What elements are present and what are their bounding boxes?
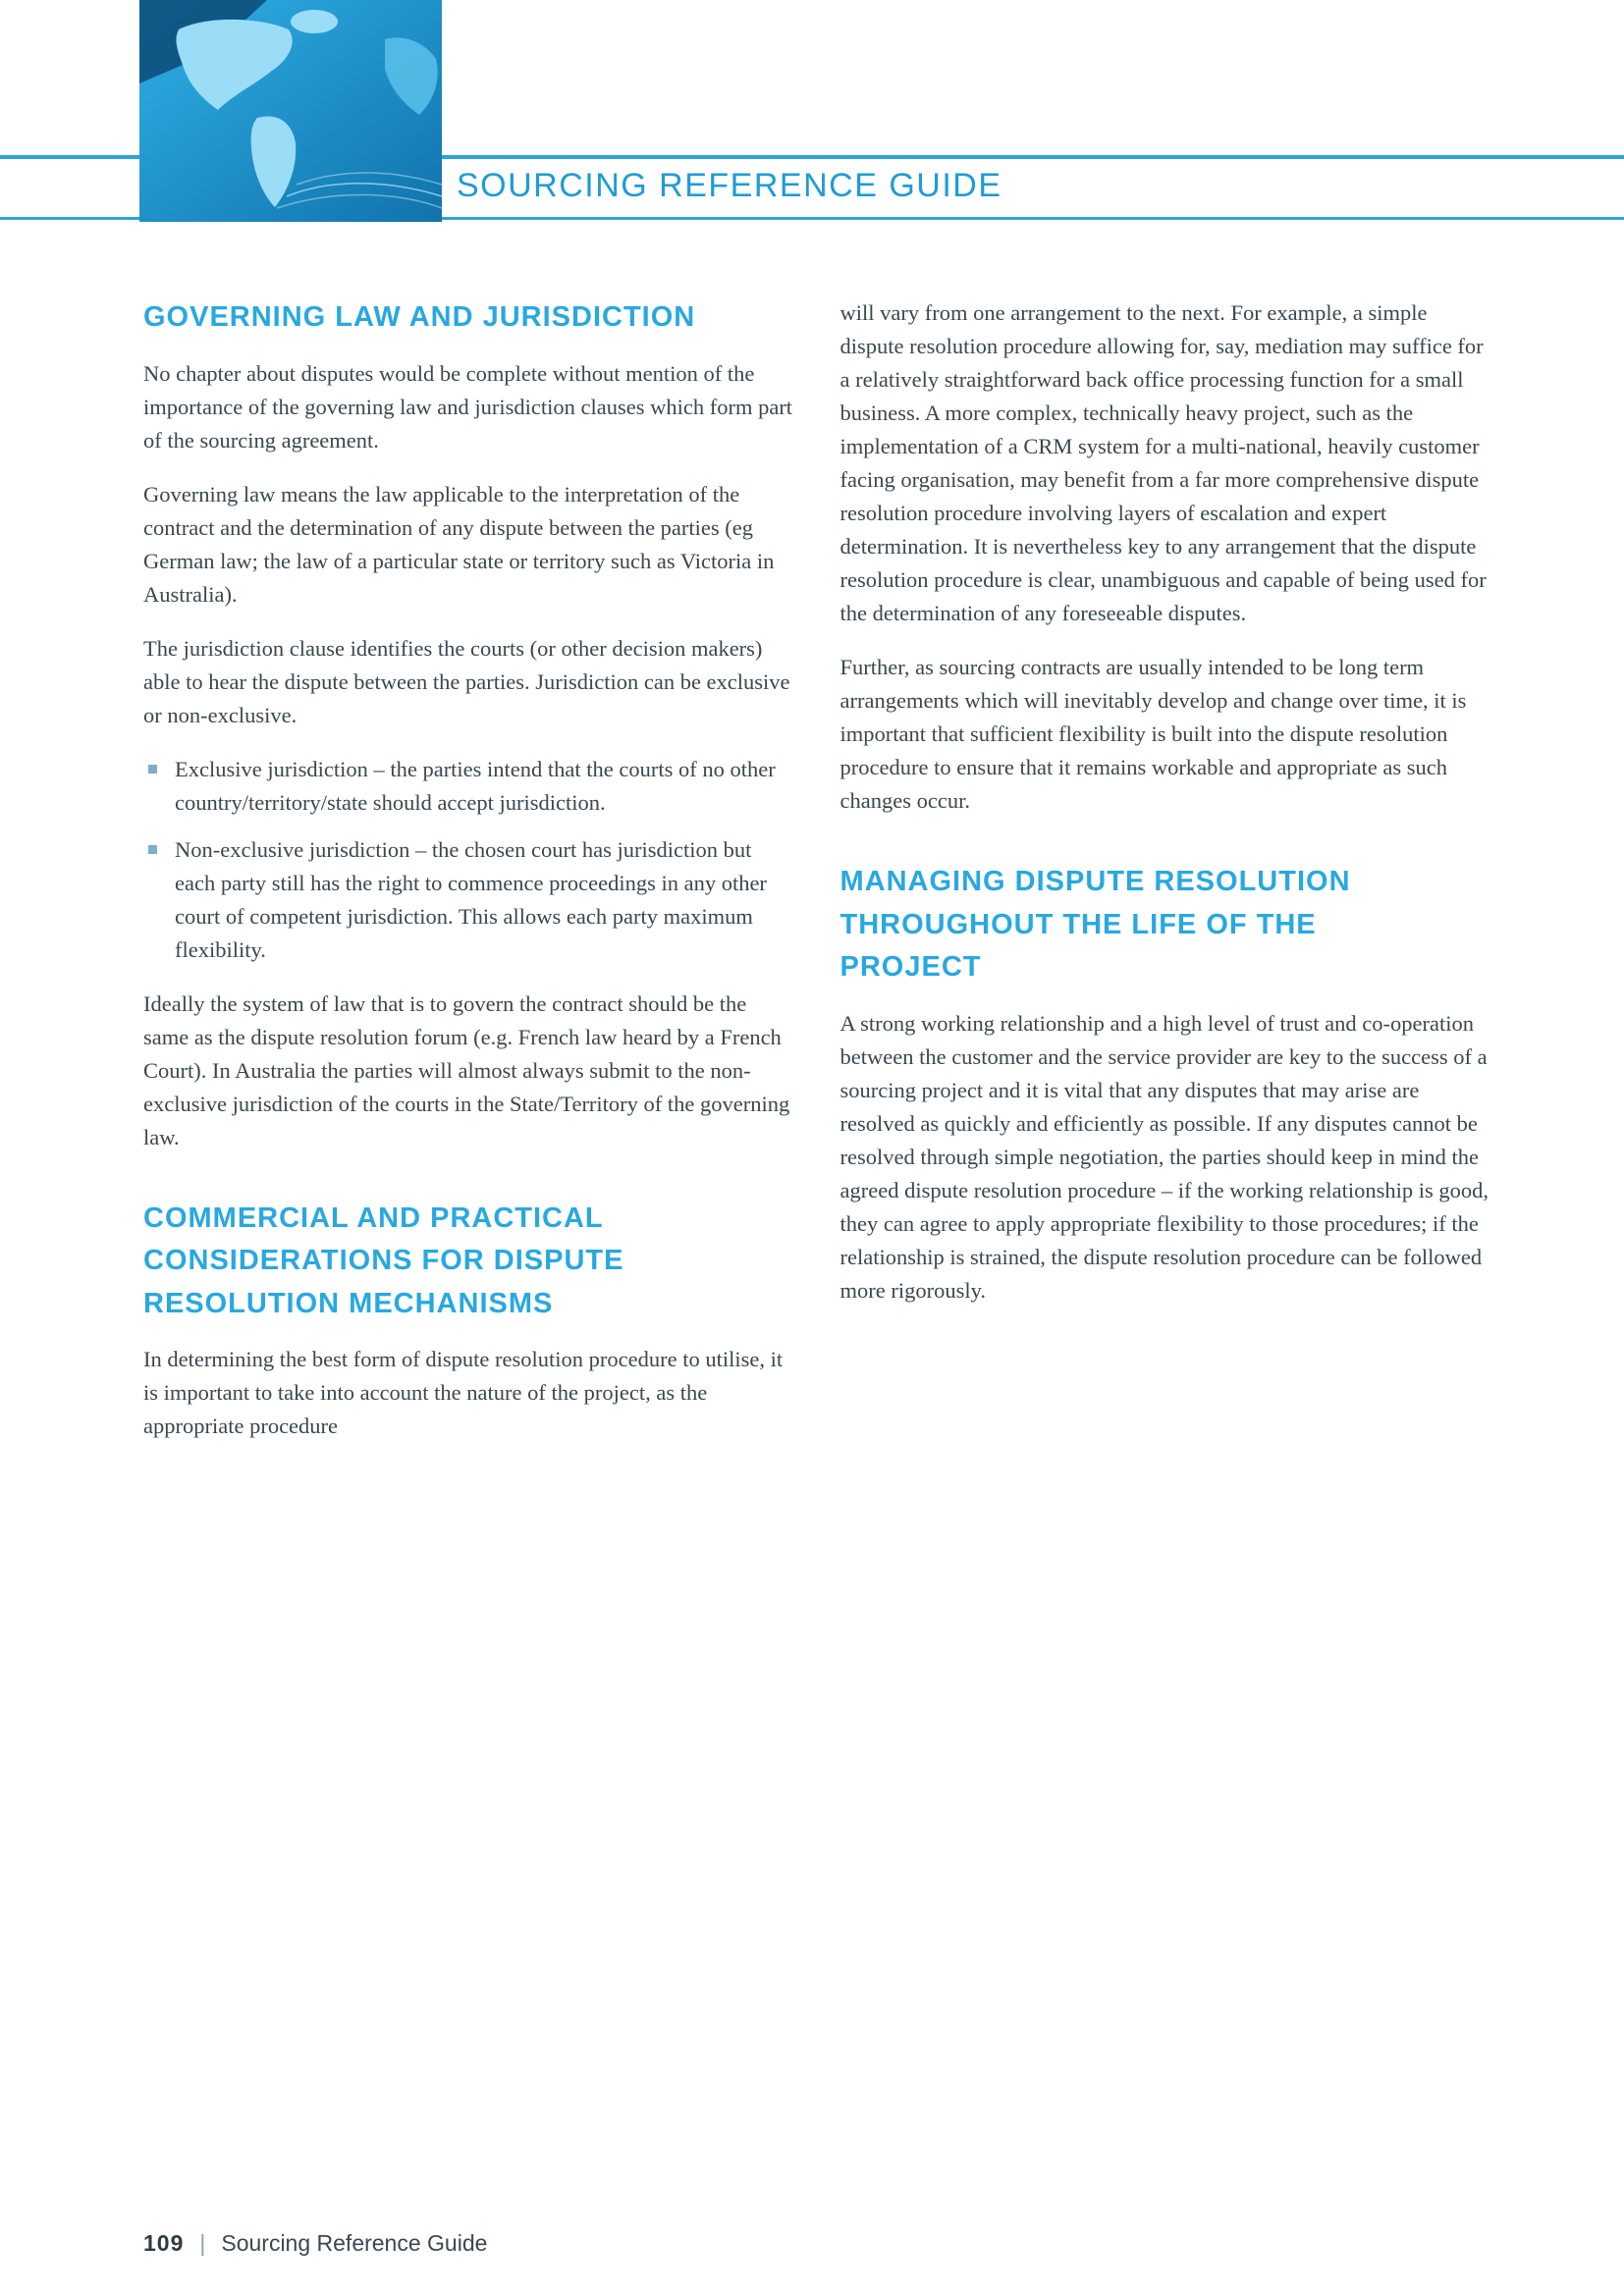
footer-divider: | (199, 2230, 206, 2256)
section-heading-commercial-considerations: COMMERCIAL AND PRACTICAL CONSIDERATIONS FOR DISPUTE RESOLUTION MECHANISMS (143, 1201, 624, 1319)
world-map-image (139, 0, 442, 222)
paragraph: No chapter about disputes would be complete without mention of the importance of the governing law and jurisdiction clauses which form part of the sourcing agreement. (143, 360, 793, 453)
document-title: SOURCING REFERENCE GUIDE (457, 167, 1002, 204)
list-item (143, 753, 795, 820)
left-column (143, 296, 795, 1464)
jurisdiction-bullet-list (143, 753, 795, 967)
footer-title: Sourcing Reference Guide (221, 2230, 488, 2256)
world-map-graphic (139, 0, 442, 222)
bullet-square-icon (148, 765, 157, 774)
section-heading-managing-dispute-resolution: MANAGING DISPUTE RESOLUTION THROUGHOUT THE LIFE OF THE PROJECT (839, 866, 1351, 983)
paragraph: A strong working relationship and a high level of trust and co-operation between the customer and the service provider are key to the success of a sourcing project and it is vital that any disputes that may arise are resolved as quickly and efficiently as possible. If any disputes cannot be resolved through simple negotiation, the parties should keep in mind the agreed dispute resolution procedure – if the working relationship is good, they can agree to apply appropriate flexibility to those procedures; if the relationship is strained, the dispute resolution procedure can be followed more rigorously. (839, 1010, 1489, 1303)
list-item (143, 833, 795, 967)
section-heading-governing-law: GOVERNING LAW AND JURISDICTION (143, 301, 696, 333)
page-number: 109 (143, 2230, 185, 2256)
paragraph: In determining the best form of dispute resolution procedure to utilise, it is important to take into account the nature of the project, as the appropriate procedure (143, 1347, 784, 1438)
paragraph: Further, as sourcing contracts are usually intended to be long term arrangements which will inevitably develop and change over time, it is important that sufficient flexibility is built into the dispute resolution procedure to ensure that it remains workable and appropriate as such changes occur. (839, 655, 1467, 813)
content-columns (143, 296, 1491, 1464)
paragraph: Ideally the system of law that is to govern the contract should be the same as the dispute resolution forum (e.g. French law heard by a French Court). In Australia the parties will almost always submit to the non-exclusive jurisdiction of the courts in the State/Territory of the governing law. (143, 990, 790, 1149)
paragraph: will vary from one arrangement to the next. For example, a simple dispute resolution procedure allowing for, say, mediation may suffice for a relatively straightforward back office processing function for a small business. A more complex, technically heavy project, such as the implementation of a CRM system for a multi-national, heavily customer facing organisation, may benefit from a far more comprehensive dispute resolution procedure involving layers of escalation and expert determination. It is nevertheless key to any arrangement that the dispute resolution procedure is clear, unambiguous and capable of being used for the determination of any foreseeable disputes. (839, 300, 1487, 625)
bullet-square-icon (148, 845, 157, 854)
page-footer (143, 2230, 487, 2257)
paragraph: Governing law means the law applicable to the interpretation of the contract and the determination of any dispute between the parties (eg German law; the law of a particular state or territory such as Victoria in Australia). (143, 481, 775, 607)
paragraph: The jurisdiction clause identifies the courts (or other decision makers) able to hear the dispute between the parties. Jurisdiction can be exclusive or non-exclusive. (143, 635, 790, 727)
bullet-text: Non-exclusive jurisdiction – the chosen court has jurisdiction but each party still has the right to commence proceedings in any other court of competent jurisdiction. This allows each party maximum flexibility. (175, 836, 767, 962)
right-column (840, 296, 1492, 1464)
bullet-text: Exclusive jurisdiction – the parties intend that the courts of no other country/territory/state should accept jurisdiction. (175, 756, 776, 815)
